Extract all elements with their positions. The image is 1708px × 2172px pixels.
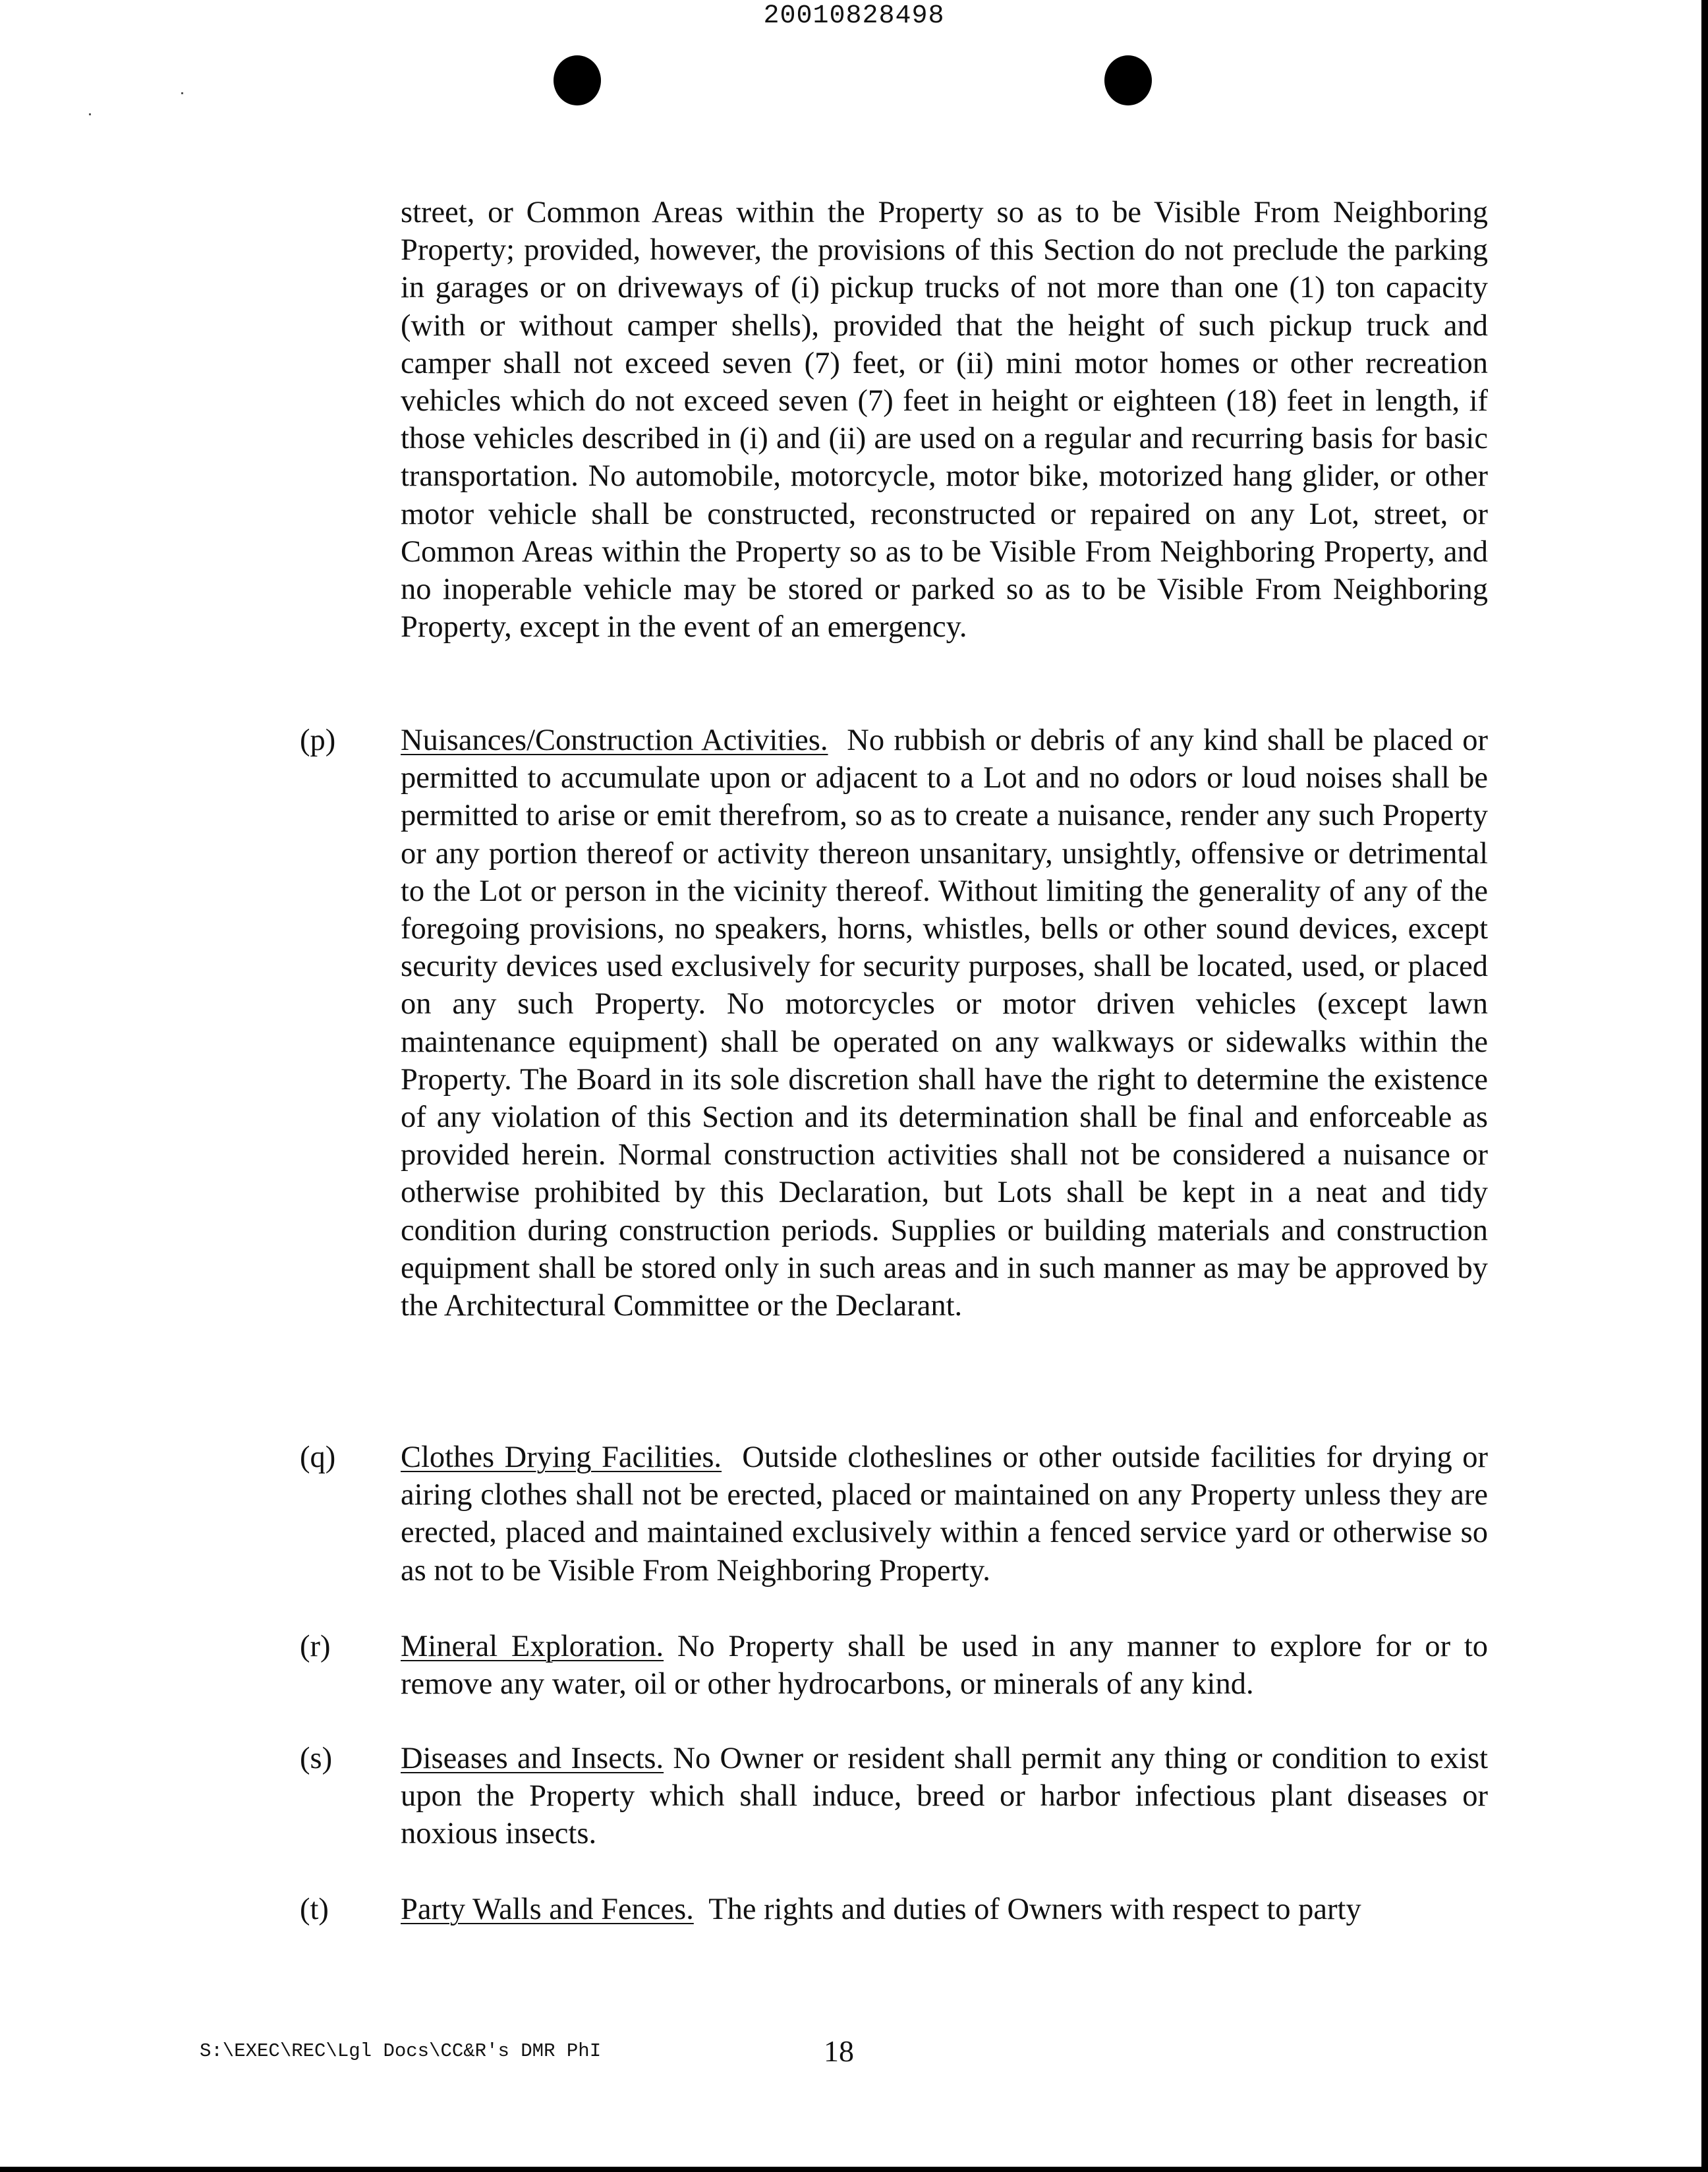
section-label: (s): [300, 1742, 333, 1775]
continuation-paragraph: street, or Common Areas within the Property so as to be Visible From Neighboring Property; provided, however, the provisions of this Section do not preclude the parking in garages or on driveways of (i) pickup trucks of not more than one (1) ton capacity (with or without camper shells), provided that the height of such pickup truck and camper shall not exceed seven (7) feet, or (ii) mini motor homes or other recreation vehicles which do not exceed seven (7) feet in height or eighteen (18) feet in length, if those vehicles described in (i) and (ii) are used on a regular and recurring basis for basic transportation. No automobile, motorcycle, motor bike, motorized hang glider, or other motor vehicle shall be constructed, reconstructed or repaired on any Lot, street, or Common Areas within the Property so as to be Visible From Neighboring Property, and no inoperable vehicle may be stored or parked so as to be Visible From Neighboring Property, except in the event of an emergency.: [401, 196, 1488, 644]
section-paragraph: [401, 1439, 1488, 1589]
document-number: 20010828498: [763, 1, 945, 31]
scan-border-right: [1701, 0, 1708, 2172]
section-label: (q): [300, 1441, 336, 1474]
scan-border-bottom: [0, 2167, 1708, 2172]
section-heading: Diseases and Insects.: [401, 1742, 664, 1775]
scan-speck: [89, 113, 91, 115]
punch-hole-left: [554, 55, 601, 105]
section-heading: Mineral Exploration.: [401, 1630, 664, 1663]
section-paragraph: [401, 1891, 1488, 1928]
section-label: (t): [300, 1893, 329, 1926]
section-paragraph: [401, 1628, 1488, 1703]
section-heading: Party Walls and Fences.: [401, 1893, 694, 1926]
section-body: The rights and duties of Owners with respect to party: [708, 1893, 1361, 1926]
section-body: No Owner or resident shall permit any thing or condition to exist upon the Property which shall induce, breed or harbor infectious plant diseases or noxious insects.: [401, 1742, 1489, 1851]
section-heading: Clothes Drying Facilities.: [401, 1441, 722, 1474]
section-label: (p): [300, 724, 336, 757]
section-label: (r): [300, 1630, 331, 1663]
section-body: No Property shall be used in any manner to explore for or to remove any water, oil or other hydrocarbons, or minerals of any kind.: [401, 1630, 1488, 1701]
section-body: Outside clotheslines or other outside facilities for drying or airing clothes shall not be erected, placed or maintained on any Property unless they are erected, placed and maintained exclusively within a fenced service yard or otherwise so as not to be Visible From Neighboring Property.: [401, 1441, 1488, 1587]
footer-file-path: S:\EXEC\REC\Lgl Docs\CC&R's DMR PhI: [200, 2040, 602, 2062]
page-number: 18: [824, 2034, 854, 2068]
section-body: No rubbish or debris of any kind shall be placed or permitted to accumulate upon or adjacent to a Lot and no odors or loud noises shall be permitted to arise or emit therefrom, so as to create a nuisance, render any such Property or any portion thereof or activity thereon unsanitary, unsightly, offensive or detrimental to the Lot or person in the vicinity thereof. Without limiting the generality of any of the foregoing provisions, no speakers, horns, whistles, bells or other sound devices, except security devices used exclusively for security purposes, shall be located, used, or placed on any such Property. No motorcycles or motor driven vehicles (except lawn maintenance equipment) shall be operated on any walkways or sidewalks within the Property. The Board in its sole discretion shall have the right to determine the existence of any violation of this Section and its determination shall be final and enforceable as provided herein. Normal construction activities shall not be considered a nuisance or otherwise prohibited by this Declaration, but Lots shall be kept in a neat and tidy condition during construction periods. Supplies or building materials and construction equipment shall be stored only in such areas and in such manner as may be approved by the Architectural Committee or the Declarant.: [401, 724, 1489, 1323]
section-heading: Nuisances/Construction Activities.: [401, 724, 828, 757]
section-paragraph: [401, 722, 1488, 1325]
scan-speck: [181, 92, 183, 94]
section-paragraph: [401, 1740, 1488, 1853]
punch-hole-right: [1104, 55, 1152, 105]
